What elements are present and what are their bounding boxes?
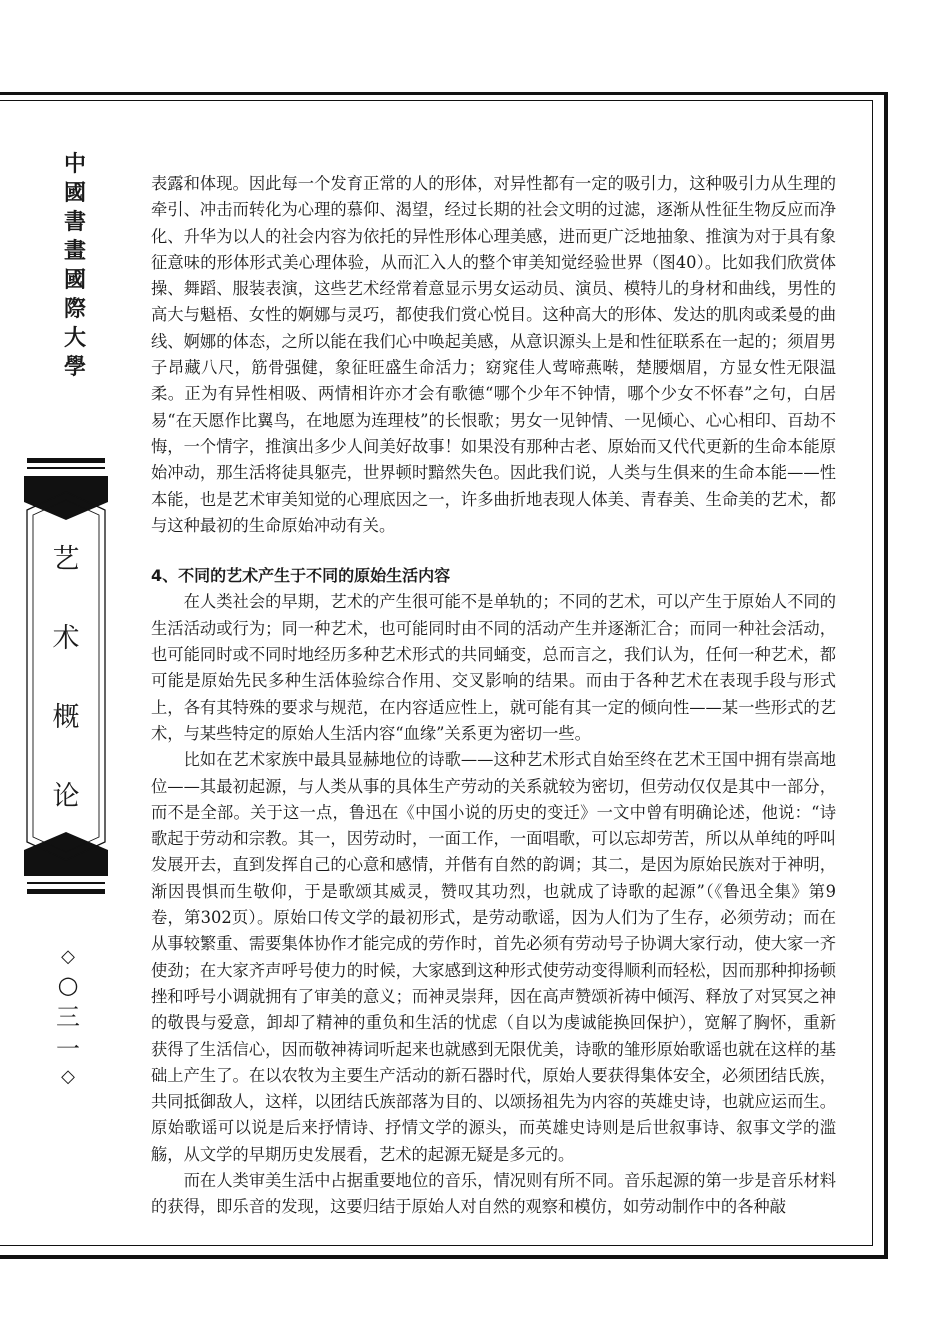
paragraph: 比如在艺术家族中最具显赫地位的诗歌——这种艺术形式自始至终在艺术王国中拥有崇高地位——其最初起源，与人类从事的具体生产劳动的关系就较为密切，但劳动仅仅是其中一部分，而不是全部。关于这一点，鲁迅在《中国小说的历史的变迁》一文中曾有明确论述，他说：“诗歌起于劳动和宗教。其一，因劳动时，一面工作，一面唱歌，可以忘却劳苦，所以从单纯的呼叫发展开去，直到发挥自己的心意和感情，并偕有自然的韵调；其二，是因为原始民族对于神明，渐因畏惧而生敬仰，于是歌颂其威灵，赞叹其功烈，也就成了诗歌的起源”（《鲁迅全集》第9卷，第302页）。原始口传文学的最初形式，是劳动歌谣，因为人们为了生存，必须劳动；而在从事较繁重、需要集体协作才能完成的劳作时，首先必须有劳动号子协调大家行动，使大家一齐使劲；在大家齐声呼号使力的时候，大家感到这种形式使劳动变得顺利而轻松，因而那种抑扬顿挫和呼号小调就拥有了审美的意义；而神灵崇拜，因在高声赞颂祈祷中倾泻、释放了对冥冥之神的敬畏与爱意，卸却了精神的重负和生活的忧虑（自以为虔诚能换回保护），宽解了胸怀，重新获得了生活信心，因而敬神祷词听起来也就感到无限优美，诗歌的雏形原始歌谣也就在这样的基础上产生了。在以农牧为主要生产活动的新石器时代，原始人要获得集体安全，必须团结氏族，共同抵御敌人，这样，以团结氏族部落为目的、以颂扬祖先为内容的英雄史诗，也就应运而生。原始歌谣可以说是后来抒情诗、抒情文学的源头，而英雄史诗则是后世叙事诗、叙事文学的滥觞，从文学的早期历史发展看，艺术的起源无疑是多元的。	[151, 750, 836, 1164]
book-title-char: 艺	[52, 544, 80, 575]
page-number-char: ○	[57, 971, 79, 999]
page-number	[52, 945, 84, 1089]
decorative-rule	[27, 458, 105, 463]
book-title-char: 论	[52, 781, 80, 812]
page-number-char: 一	[56, 1035, 80, 1063]
decorative-rule	[27, 889, 105, 894]
decorative-rule	[27, 467, 105, 469]
diamond-icon: ◇	[61, 946, 75, 967]
series-title-char: 際	[63, 296, 86, 322]
series-title-char: 書	[63, 209, 86, 235]
paragraph: 而在人类审美生活中占据重要地位的音乐，情况则有所不同。音乐起源的第一步是音乐材料的获得，即乐音的发现，这要归结于原始人对自然的观察和模仿，如劳动制作中的各种敲	[151, 1170, 836, 1217]
page-number-char: 三	[56, 1003, 80, 1031]
series-title-char: 國	[63, 267, 86, 293]
paragraph: 表露和体现。因此每一个发育正常的人的形体，对异性都有一定的吸引力，这种吸引力从生理的牵引、冲击而转化为心理的慕仰、渴望，经过长期的社会文明的过滤，逐渐从性征生物反应而净化、升华为以人的社会内容为依托的异性形体心理美感，进而更广泛地抽象、推演为对于具有象征意味的形体形式美心理体验，从而汇入人的整个审美知觉经验世界（图40）。比如我们欣赏体操、舞蹈、服装表演，这些艺术经常着意显示男女运动员、演员、模特儿的身材和曲线，男性的高大与魁梧、女性的婀娜与灵巧，都使我们赏心悦目。这种高大的形体、发达的肌肉或柔曼的曲线、婀娜的体态，之所以能在我们心中唤起美感，从意识源头上是和性征联系在一起的；须眉男子昂藏八尺，筋骨强健，象征旺盛生命活力；窈窕佳人莺啼燕啭，楚腰烟眉，方显女性无限温柔。正为有异性相吸、两情相许亦才会有歌德“哪个少年不钟情，哪个少女不怀春”之句，白居易“在天愿作比翼鸟，在地愿为连理枝”的长恨歌；男女一见钟情、一见倾心、心心相印、百劫不悔，一个情字，推演出多少人间美好故事！如果没有那种古老、原始而又代代更新的生命本能原始冲动，那生活将徒具躯壳，世界顿时黯然失色。因此我们说，人类与生俱来的生命本能——性本能，也是艺术审美知觉的心理底因之一，许多曲折地表现人体美、青春美、生命美的艺术，都与这种最初的生命原始冲动有关。	[151, 174, 836, 535]
series-title-char: 大	[63, 325, 86, 351]
book-title-char: 术	[52, 623, 80, 654]
series-title-char: 畫	[63, 238, 86, 264]
decorative-rule	[27, 882, 105, 884]
body-text	[151, 171, 836, 1221]
series-title	[62, 150, 88, 382]
series-title-char: 學	[63, 354, 86, 380]
section-heading: 4、不同的艺术产生于不同的原始生活内容	[151, 566, 451, 586]
book-title-char: 概	[52, 702, 80, 733]
series-title-char: 國	[63, 180, 86, 206]
series-title-char: 中	[63, 151, 86, 177]
paragraph: 在人类社会的早期，艺术的产生很可能不是单轨的；不同的艺术，可以产生于原始人不同的生活活动或行为；同一种艺术，也可能同时由不同的活动产生并逐渐汇合；而同一种社会活动，也可能同时或不同时地经历多种艺术形式的共同蛹变，总而言之，我们认为，任何一种艺术，都可能是原始先民多种生活体验综合作用、交叉影响的结果。而由于各种艺术在表现手段与形式上，各有其特殊的要求与规范，在内容适应性上，就可能有其一定的倾向性——某一些形式的艺术，与某些特定的原始人生活内容“血缘”关系更为密切一些。	[151, 592, 836, 743]
diamond-icon: ◇	[61, 1066, 75, 1087]
book-title	[24, 520, 108, 836]
